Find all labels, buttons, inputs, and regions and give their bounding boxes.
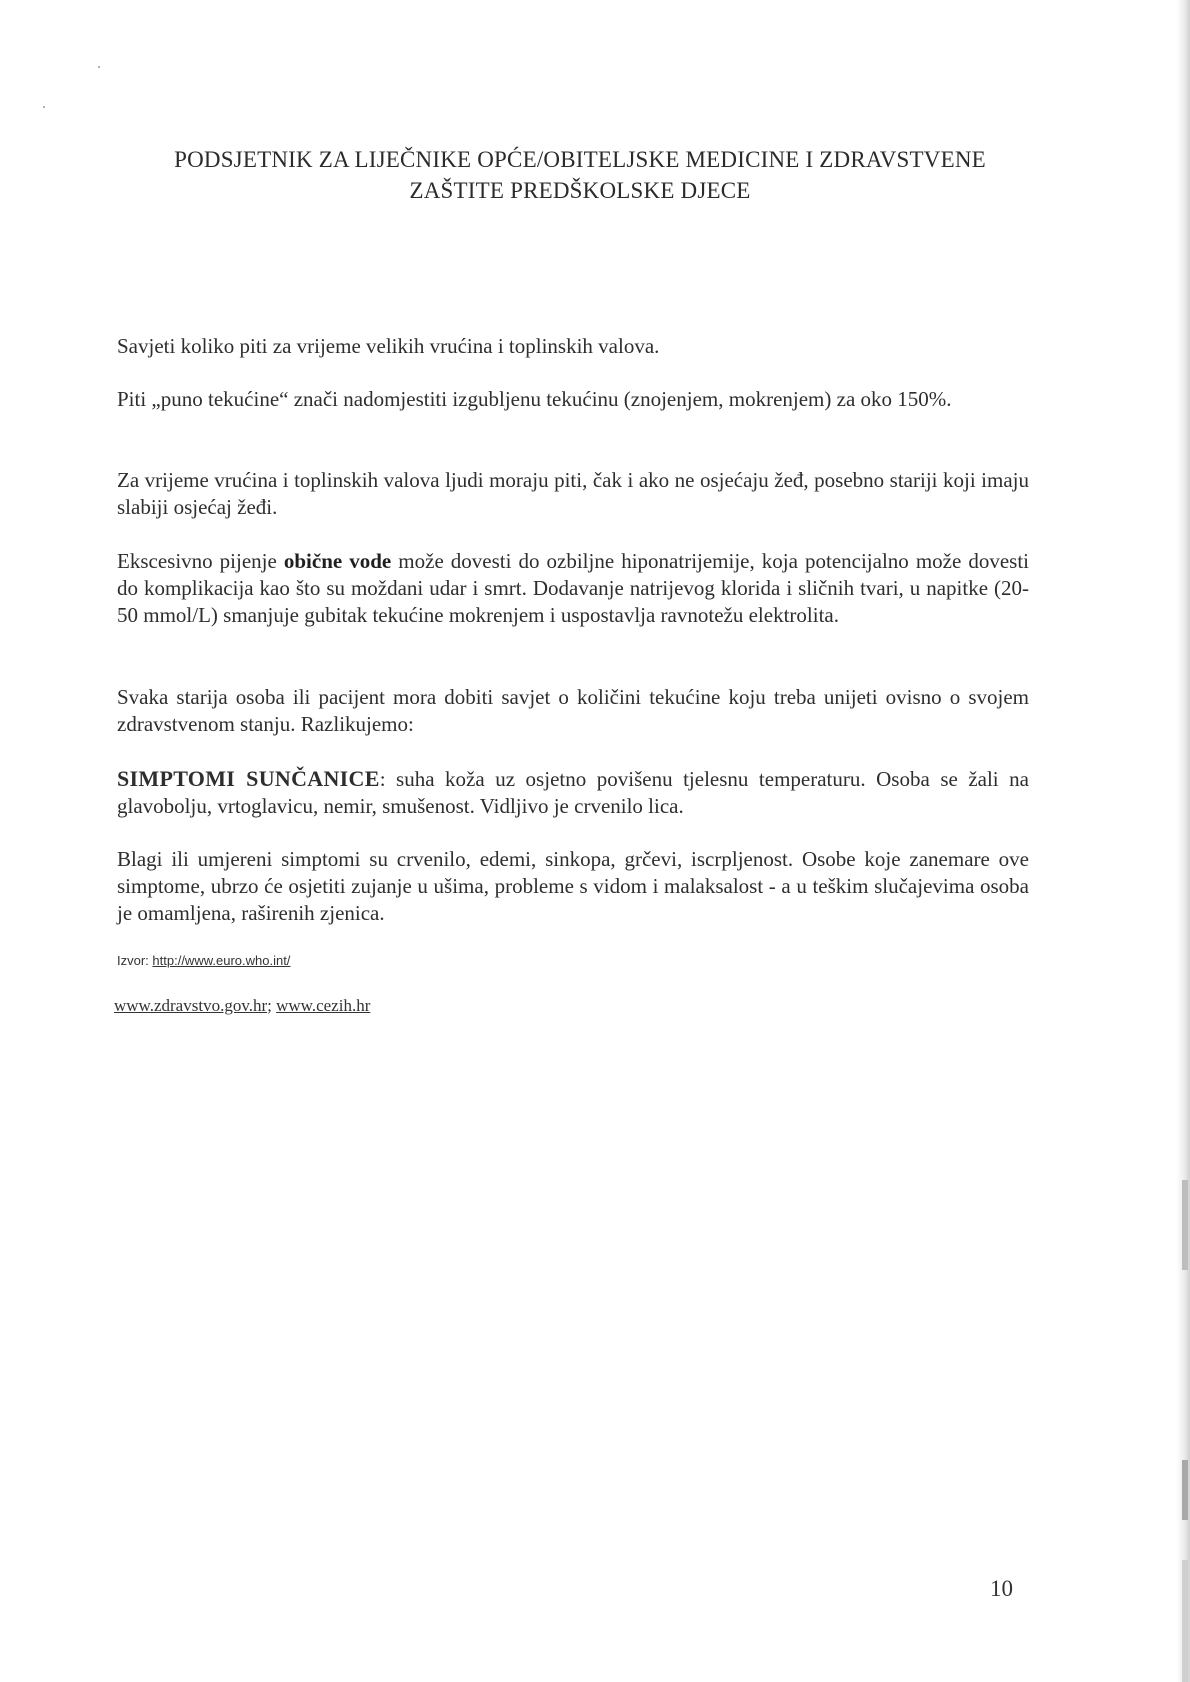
section-heading: SIMPTOMI SUNČANICE bbox=[117, 766, 380, 791]
paragraph-thirst: Za vrijeme vrućina i toplinskih valova ljudi moraju piti, čak i ako ne osjećaju žeđ, posebno stariji koji imaju slabiji osjećaj žeđi. bbox=[117, 468, 1029, 519]
title-line-2: ZAŠTITE PREDŠKOLSKE DJECE bbox=[409, 178, 751, 203]
link-separator: ; bbox=[267, 996, 277, 1015]
scan-speck bbox=[43, 106, 45, 108]
source-link[interactable]: http://www.euro.who.int/ bbox=[152, 953, 291, 968]
paragraph-text: Ekscesivno pijenje bbox=[117, 549, 284, 573]
link-cezih[interactable]: www.cezih.hr bbox=[276, 996, 371, 1015]
paragraph-advice: Svaka starija osoba ili pacijent mora dobiti savjet o količini tekućine koju treba unijeti ovisno o svojem zdravstvenom stanju. Razlikujemo: bbox=[117, 685, 1029, 736]
paragraph-intro: Savjeti koliko piti za vrijeme velikih vrućina i toplinskih valova. bbox=[117, 334, 660, 358]
title-line-1: PODSJETNIK ZA LIJEČNIKE OPĆE/OBITELJSKE MEDICINE I ZDRAVSTVENE bbox=[174, 147, 986, 172]
scan-edge-mark bbox=[1182, 1180, 1188, 1270]
page-title bbox=[110, 144, 1050, 206]
emphasis-text: obične vode bbox=[283, 549, 392, 573]
link-zdravstvo[interactable]: www.zdravstvo.gov.hr bbox=[114, 996, 268, 1015]
reference-links bbox=[114, 996, 370, 1016]
paragraph-hyponatremia bbox=[117, 548, 1029, 629]
page-number: 10 bbox=[990, 1576, 1013, 1601]
paragraph-fluids: Piti „puno tekućine“ znači nadomjestiti izgubljenu tekućinu (znojenjem, mokrenjem) za oko 150%. bbox=[117, 387, 952, 411]
scan-edge-mark bbox=[1182, 1460, 1188, 1520]
scan-edge-mark bbox=[1182, 1560, 1188, 1682]
scan-speck bbox=[98, 66, 100, 68]
paragraph-sunstroke bbox=[117, 765, 1029, 820]
scan-edge-shadow bbox=[1176, 0, 1190, 1682]
paragraph-text: : suha koža uz osjetno povišenu tjelesnu temperaturu. Osoba se žali na glavobolju, vrtoglavicu, nemir, smušenost. Vidljivo je crvenilo lica. bbox=[117, 767, 1029, 818]
paragraph-symptoms: Blagi ili umjereni simptomi su crvenilo, edemi, sinkopa, grčevi, iscrpljenost. Osobe koje zanemare ove simptome, ubrzo će osjetiti zujanje u ušima, probleme s vidom i malaksalost - a u teškim slučajevima osoba je omamljena, raširenih zjenica. bbox=[117, 847, 1029, 925]
paragraph-text: može dovesti do ozbiljne hiponatrijemije, koja potencijalno može dovesti do komplikacija kao što su moždani udar i smrt. Dodavanje natrijevog klorida i sličnih tvari, u napitke (20-50 mmol/L) smanjuje gubitak tekućine mokrenjem i uspostavlja ravnotežu elektrolita. bbox=[117, 549, 1029, 627]
source-label: Izvor: bbox=[117, 953, 153, 968]
source-line bbox=[117, 953, 290, 968]
